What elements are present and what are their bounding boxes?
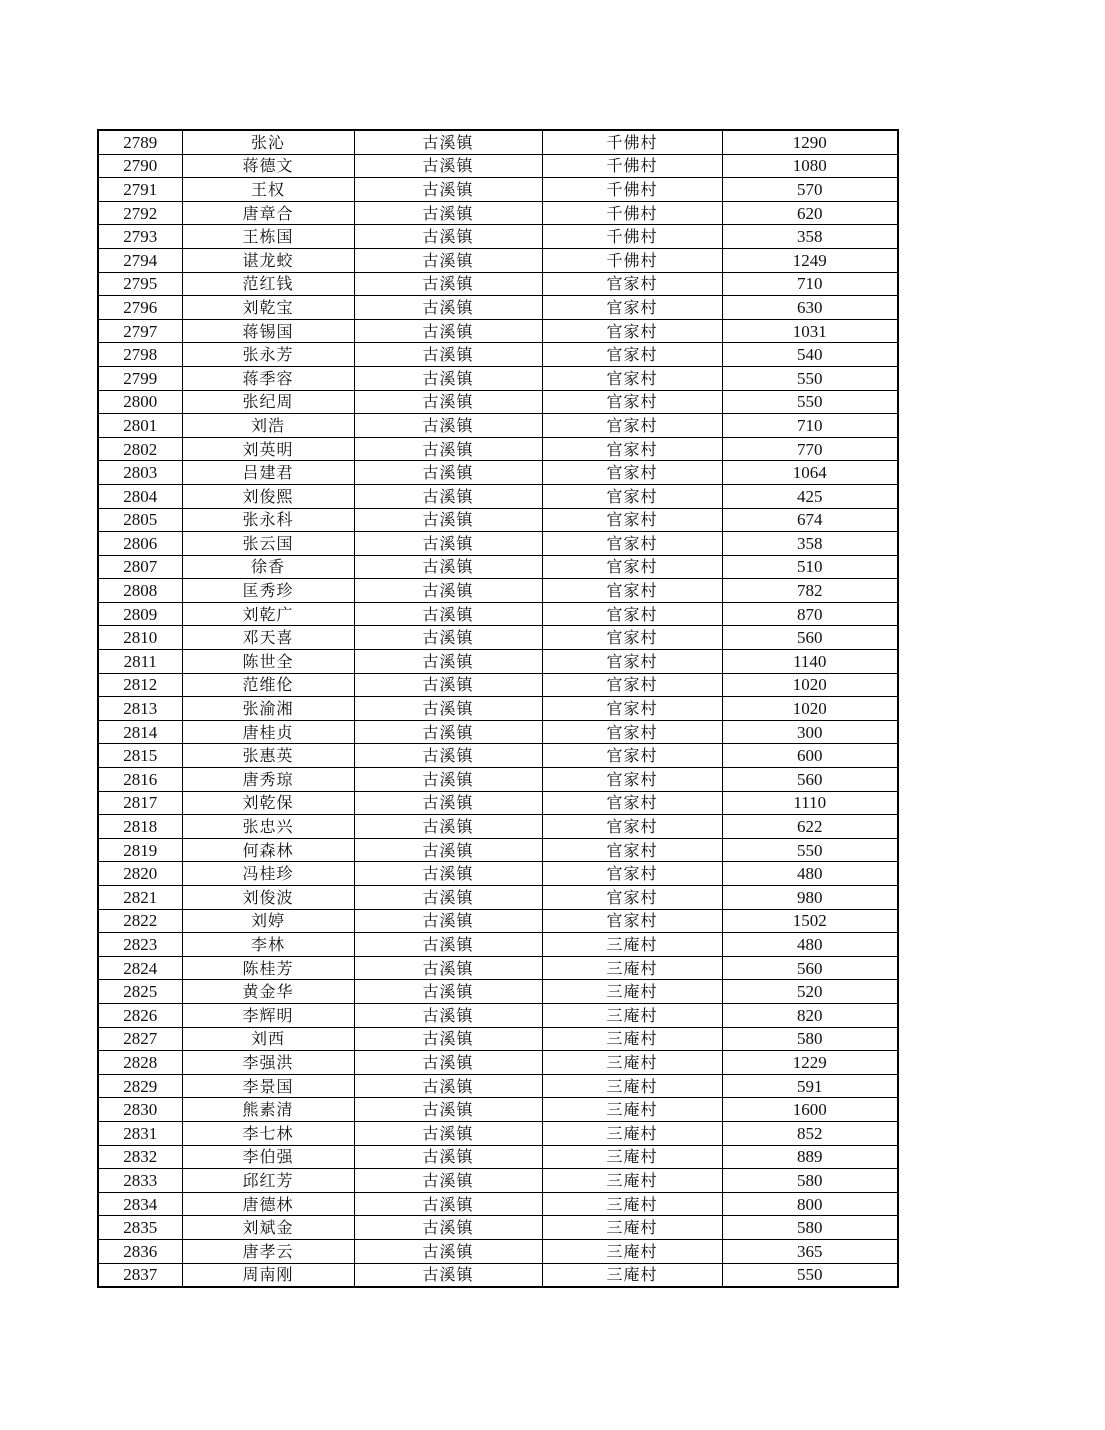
table-row	[98, 484, 898, 508]
cell-id: 2798	[98, 343, 182, 367]
cell-name: 陈世全	[182, 650, 354, 674]
table-row	[98, 956, 898, 980]
table-row	[98, 1098, 898, 1122]
cell-name: 张渝湘	[182, 697, 354, 721]
cell-village: 官家村	[542, 414, 722, 438]
cell-village: 官家村	[542, 272, 722, 296]
table-row	[98, 555, 898, 579]
cell-amount: 480	[722, 933, 898, 957]
cell-id: 2795	[98, 272, 182, 296]
cell-town: 古溪镇	[354, 1169, 542, 1193]
table-row	[98, 744, 898, 768]
table-row	[98, 130, 898, 154]
table-row	[98, 697, 898, 721]
cell-town: 古溪镇	[354, 626, 542, 650]
cell-id: 2820	[98, 862, 182, 886]
cell-town: 古溪镇	[354, 272, 542, 296]
cell-village: 官家村	[542, 437, 722, 461]
table-row	[98, 602, 898, 626]
cell-name: 张纪周	[182, 390, 354, 414]
cell-name: 邓天喜	[182, 626, 354, 650]
cell-village: 官家村	[542, 650, 722, 674]
table-row	[98, 1121, 898, 1145]
cell-amount: 358	[722, 225, 898, 249]
cell-amount: 520	[722, 980, 898, 1004]
cell-town: 古溪镇	[354, 650, 542, 674]
table-body	[98, 130, 898, 1287]
cell-town: 古溪镇	[354, 296, 542, 320]
cell-name: 刘俊波	[182, 886, 354, 910]
cell-town: 古溪镇	[354, 1098, 542, 1122]
cell-town: 古溪镇	[354, 933, 542, 957]
cell-village: 三庵村	[542, 1051, 722, 1075]
cell-town: 古溪镇	[354, 1263, 542, 1287]
cell-name: 刘浩	[182, 414, 354, 438]
table-row	[98, 673, 898, 697]
cell-amount: 570	[722, 178, 898, 202]
table-row	[98, 579, 898, 603]
cell-name: 邱红芳	[182, 1169, 354, 1193]
table-row	[98, 768, 898, 792]
cell-id: 2790	[98, 154, 182, 178]
cell-id: 2803	[98, 461, 182, 485]
cell-id: 2834	[98, 1192, 182, 1216]
cell-amount: 622	[722, 815, 898, 839]
cell-town: 古溪镇	[354, 225, 542, 249]
cell-town: 古溪镇	[354, 602, 542, 626]
cell-town: 古溪镇	[354, 1239, 542, 1263]
cell-name: 李林	[182, 933, 354, 957]
cell-village: 千佛村	[542, 201, 722, 225]
cell-town: 古溪镇	[354, 1051, 542, 1075]
cell-name: 刘英明	[182, 437, 354, 461]
table-row	[98, 272, 898, 296]
cell-village: 官家村	[542, 768, 722, 792]
cell-name: 范红钱	[182, 272, 354, 296]
cell-name: 张永芳	[182, 343, 354, 367]
cell-id: 2821	[98, 886, 182, 910]
cell-amount: 820	[722, 1003, 898, 1027]
table-row	[98, 296, 898, 320]
cell-amount: 1080	[722, 154, 898, 178]
cell-amount: 782	[722, 579, 898, 603]
table-row	[98, 1239, 898, 1263]
cell-id: 2831	[98, 1121, 182, 1145]
cell-village: 千佛村	[542, 154, 722, 178]
table-row	[98, 248, 898, 272]
cell-town: 古溪镇	[354, 484, 542, 508]
cell-village: 官家村	[542, 791, 722, 815]
table-row	[98, 390, 898, 414]
cell-name: 王权	[182, 178, 354, 202]
cell-id: 2789	[98, 130, 182, 154]
cell-id: 2801	[98, 414, 182, 438]
cell-village: 官家村	[542, 555, 722, 579]
table-row	[98, 437, 898, 461]
cell-town: 古溪镇	[354, 673, 542, 697]
cell-village: 三庵村	[542, 1074, 722, 1098]
table-row	[98, 1027, 898, 1051]
cell-id: 2806	[98, 532, 182, 556]
cell-town: 古溪镇	[354, 555, 542, 579]
table-row	[98, 1003, 898, 1027]
cell-village: 千佛村	[542, 225, 722, 249]
table-row	[98, 980, 898, 1004]
cell-town: 古溪镇	[354, 532, 542, 556]
cell-amount: 710	[722, 272, 898, 296]
table-row	[98, 720, 898, 744]
cell-name: 谌龙蛟	[182, 248, 354, 272]
cell-amount: 560	[722, 768, 898, 792]
cell-amount: 1249	[722, 248, 898, 272]
table-row	[98, 1074, 898, 1098]
table-row	[98, 626, 898, 650]
cell-id: 2830	[98, 1098, 182, 1122]
cell-village: 三庵村	[542, 956, 722, 980]
cell-village: 官家村	[542, 602, 722, 626]
cell-town: 古溪镇	[354, 461, 542, 485]
cell-id: 2796	[98, 296, 182, 320]
table-row	[98, 343, 898, 367]
table-row	[98, 886, 898, 910]
cell-id: 2797	[98, 319, 182, 343]
table-row	[98, 933, 898, 957]
cell-village: 千佛村	[542, 248, 722, 272]
cell-name: 张忠兴	[182, 815, 354, 839]
cell-town: 古溪镇	[354, 815, 542, 839]
cell-town: 古溪镇	[354, 886, 542, 910]
cell-village: 三庵村	[542, 1216, 722, 1240]
cell-village: 千佛村	[542, 130, 722, 154]
cell-town: 古溪镇	[354, 1027, 542, 1051]
cell-village: 官家村	[542, 390, 722, 414]
table-row	[98, 650, 898, 674]
cell-id: 2804	[98, 484, 182, 508]
table-row	[98, 414, 898, 438]
cell-amount: 1140	[722, 650, 898, 674]
cell-village: 三庵村	[542, 980, 722, 1004]
cell-name: 黄金华	[182, 980, 354, 1004]
cell-id: 2836	[98, 1239, 182, 1263]
table-row	[98, 225, 898, 249]
cell-amount: 1502	[722, 909, 898, 933]
cell-village: 官家村	[542, 744, 722, 768]
cell-village: 官家村	[542, 720, 722, 744]
cell-name: 张永科	[182, 508, 354, 532]
cell-amount: 510	[722, 555, 898, 579]
cell-village: 官家村	[542, 815, 722, 839]
cell-name: 李伯强	[182, 1145, 354, 1169]
cell-town: 古溪镇	[354, 1216, 542, 1240]
cell-id: 2800	[98, 390, 182, 414]
cell-id: 2818	[98, 815, 182, 839]
cell-name: 冯桂珍	[182, 862, 354, 886]
cell-name: 张惠英	[182, 744, 354, 768]
cell-name: 李七林	[182, 1121, 354, 1145]
cell-amount: 889	[722, 1145, 898, 1169]
table-row	[98, 909, 898, 933]
cell-id: 2825	[98, 980, 182, 1004]
cell-town: 古溪镇	[354, 768, 542, 792]
cell-town: 古溪镇	[354, 437, 542, 461]
cell-id: 2809	[98, 602, 182, 626]
cell-village: 三庵村	[542, 1027, 722, 1051]
cell-amount: 550	[722, 1263, 898, 1287]
cell-id: 2814	[98, 720, 182, 744]
table-row	[98, 1145, 898, 1169]
cell-village: 官家村	[542, 909, 722, 933]
table-row	[98, 1216, 898, 1240]
cell-town: 古溪镇	[354, 201, 542, 225]
cell-id: 2835	[98, 1216, 182, 1240]
cell-town: 古溪镇	[354, 130, 542, 154]
cell-id: 2832	[98, 1145, 182, 1169]
cell-village: 官家村	[542, 366, 722, 390]
cell-id: 2805	[98, 508, 182, 532]
cell-id: 2812	[98, 673, 182, 697]
cell-amount: 1031	[722, 319, 898, 343]
cell-amount: 550	[722, 838, 898, 862]
cell-name: 唐德林	[182, 1192, 354, 1216]
cell-amount: 620	[722, 201, 898, 225]
cell-amount: 980	[722, 886, 898, 910]
cell-town: 古溪镇	[354, 720, 542, 744]
table-row	[98, 461, 898, 485]
cell-id: 2828	[98, 1051, 182, 1075]
cell-town: 古溪镇	[354, 791, 542, 815]
cell-town: 古溪镇	[354, 744, 542, 768]
cell-name: 何森林	[182, 838, 354, 862]
cell-town: 古溪镇	[354, 956, 542, 980]
cell-amount: 1064	[722, 461, 898, 485]
cell-town: 古溪镇	[354, 154, 542, 178]
cell-amount: 560	[722, 626, 898, 650]
cell-amount: 800	[722, 1192, 898, 1216]
cell-village: 三庵村	[542, 1239, 722, 1263]
table-row	[98, 791, 898, 815]
cell-village: 官家村	[542, 626, 722, 650]
cell-name: 吕建君	[182, 461, 354, 485]
cell-village: 三庵村	[542, 1003, 722, 1027]
cell-name: 匡秀珍	[182, 579, 354, 603]
cell-village: 千佛村	[542, 178, 722, 202]
cell-name: 李景国	[182, 1074, 354, 1098]
cell-village: 三庵村	[542, 1145, 722, 1169]
cell-id: 2815	[98, 744, 182, 768]
cell-amount: 1600	[722, 1098, 898, 1122]
cell-town: 古溪镇	[354, 980, 542, 1004]
cell-id: 2810	[98, 626, 182, 650]
cell-id: 2813	[98, 697, 182, 721]
cell-village: 三庵村	[542, 1121, 722, 1145]
cell-village: 官家村	[542, 886, 722, 910]
table-row	[98, 1051, 898, 1075]
cell-village: 官家村	[542, 862, 722, 886]
cell-village: 官家村	[542, 319, 722, 343]
cell-name: 张沁	[182, 130, 354, 154]
cell-id: 2791	[98, 178, 182, 202]
cell-amount: 852	[722, 1121, 898, 1145]
cell-town: 古溪镇	[354, 178, 542, 202]
cell-town: 古溪镇	[354, 343, 542, 367]
cell-amount: 591	[722, 1074, 898, 1098]
cell-amount: 1229	[722, 1051, 898, 1075]
cell-id: 2829	[98, 1074, 182, 1098]
cell-village: 官家村	[542, 508, 722, 532]
cell-id: 2833	[98, 1169, 182, 1193]
cell-id: 2802	[98, 437, 182, 461]
cell-village: 官家村	[542, 461, 722, 485]
cell-id: 2819	[98, 838, 182, 862]
cell-amount: 1020	[722, 697, 898, 721]
cell-name: 刘乾宝	[182, 296, 354, 320]
cell-town: 古溪镇	[354, 909, 542, 933]
cell-amount: 540	[722, 343, 898, 367]
table-row	[98, 201, 898, 225]
table-row	[98, 319, 898, 343]
cell-village: 三庵村	[542, 1263, 722, 1287]
cell-name: 刘俊熙	[182, 484, 354, 508]
cell-id: 2807	[98, 555, 182, 579]
cell-id: 2792	[98, 201, 182, 225]
cell-amount: 365	[722, 1239, 898, 1263]
cell-village: 官家村	[542, 296, 722, 320]
cell-village: 官家村	[542, 579, 722, 603]
table-row	[98, 815, 898, 839]
table-row	[98, 508, 898, 532]
cell-name: 唐秀琼	[182, 768, 354, 792]
cell-amount: 1110	[722, 791, 898, 815]
cell-town: 古溪镇	[354, 1121, 542, 1145]
cell-name: 王栋国	[182, 225, 354, 249]
cell-id: 2799	[98, 366, 182, 390]
cell-town: 古溪镇	[354, 319, 542, 343]
data-table	[97, 129, 899, 1288]
cell-name: 周南刚	[182, 1263, 354, 1287]
cell-town: 古溪镇	[354, 697, 542, 721]
cell-village: 官家村	[542, 532, 722, 556]
cell-amount: 674	[722, 508, 898, 532]
table-row	[98, 862, 898, 886]
cell-id: 2793	[98, 225, 182, 249]
cell-name: 唐孝云	[182, 1239, 354, 1263]
cell-amount: 300	[722, 720, 898, 744]
cell-town: 古溪镇	[354, 414, 542, 438]
cell-id: 2822	[98, 909, 182, 933]
cell-amount: 560	[722, 956, 898, 980]
cell-amount: 1020	[722, 673, 898, 697]
cell-name: 刘斌金	[182, 1216, 354, 1240]
table-row	[98, 154, 898, 178]
table-row	[98, 1192, 898, 1216]
cell-amount: 1290	[722, 130, 898, 154]
cell-name: 刘婷	[182, 909, 354, 933]
cell-village: 官家村	[542, 673, 722, 697]
cell-name: 蒋德文	[182, 154, 354, 178]
cell-id: 2817	[98, 791, 182, 815]
cell-amount: 550	[722, 366, 898, 390]
cell-id: 2811	[98, 650, 182, 674]
cell-town: 古溪镇	[354, 838, 542, 862]
cell-town: 古溪镇	[354, 366, 542, 390]
cell-town: 古溪镇	[354, 862, 542, 886]
cell-village: 官家村	[542, 484, 722, 508]
table-row	[98, 366, 898, 390]
cell-village: 官家村	[542, 697, 722, 721]
cell-town: 古溪镇	[354, 390, 542, 414]
cell-name: 张云国	[182, 532, 354, 556]
cell-amount: 480	[722, 862, 898, 886]
cell-id: 2826	[98, 1003, 182, 1027]
cell-town: 古溪镇	[354, 1192, 542, 1216]
cell-amount: 630	[722, 296, 898, 320]
cell-town: 古溪镇	[354, 508, 542, 532]
cell-village: 三庵村	[542, 933, 722, 957]
cell-name: 唐桂贞	[182, 720, 354, 744]
cell-id: 2808	[98, 579, 182, 603]
table-row	[98, 838, 898, 862]
table-row	[98, 178, 898, 202]
cell-id: 2827	[98, 1027, 182, 1051]
cell-id: 2823	[98, 933, 182, 957]
cell-name: 熊素清	[182, 1098, 354, 1122]
cell-amount: 710	[722, 414, 898, 438]
cell-id: 2816	[98, 768, 182, 792]
cell-village: 三庵村	[542, 1098, 722, 1122]
cell-amount: 580	[722, 1216, 898, 1240]
cell-amount: 580	[722, 1169, 898, 1193]
cell-name: 蒋季容	[182, 366, 354, 390]
cell-village: 三庵村	[542, 1192, 722, 1216]
table-row	[98, 1263, 898, 1287]
cell-amount: 580	[722, 1027, 898, 1051]
cell-name: 刘乾保	[182, 791, 354, 815]
cell-town: 古溪镇	[354, 248, 542, 272]
cell-id: 2824	[98, 956, 182, 980]
cell-name: 范维伦	[182, 673, 354, 697]
cell-town: 古溪镇	[354, 1074, 542, 1098]
cell-amount: 425	[722, 484, 898, 508]
table-row	[98, 1169, 898, 1193]
cell-name: 唐章合	[182, 201, 354, 225]
cell-name: 刘乾广	[182, 602, 354, 626]
cell-name: 陈桂芳	[182, 956, 354, 980]
cell-id: 2837	[98, 1263, 182, 1287]
cell-id: 2794	[98, 248, 182, 272]
cell-amount: 870	[722, 602, 898, 626]
cell-amount: 770	[722, 437, 898, 461]
table-row	[98, 532, 898, 556]
cell-village: 官家村	[542, 343, 722, 367]
cell-town: 古溪镇	[354, 579, 542, 603]
cell-name: 刘西	[182, 1027, 354, 1051]
cell-name: 蒋锡国	[182, 319, 354, 343]
cell-village: 官家村	[542, 838, 722, 862]
cell-name: 李强洪	[182, 1051, 354, 1075]
cell-town: 古溪镇	[354, 1003, 542, 1027]
cell-village: 三庵村	[542, 1169, 722, 1193]
cell-amount: 550	[722, 390, 898, 414]
cell-name: 李辉明	[182, 1003, 354, 1027]
cell-amount: 358	[722, 532, 898, 556]
cell-town: 古溪镇	[354, 1145, 542, 1169]
cell-amount: 600	[722, 744, 898, 768]
cell-name: 徐香	[182, 555, 354, 579]
